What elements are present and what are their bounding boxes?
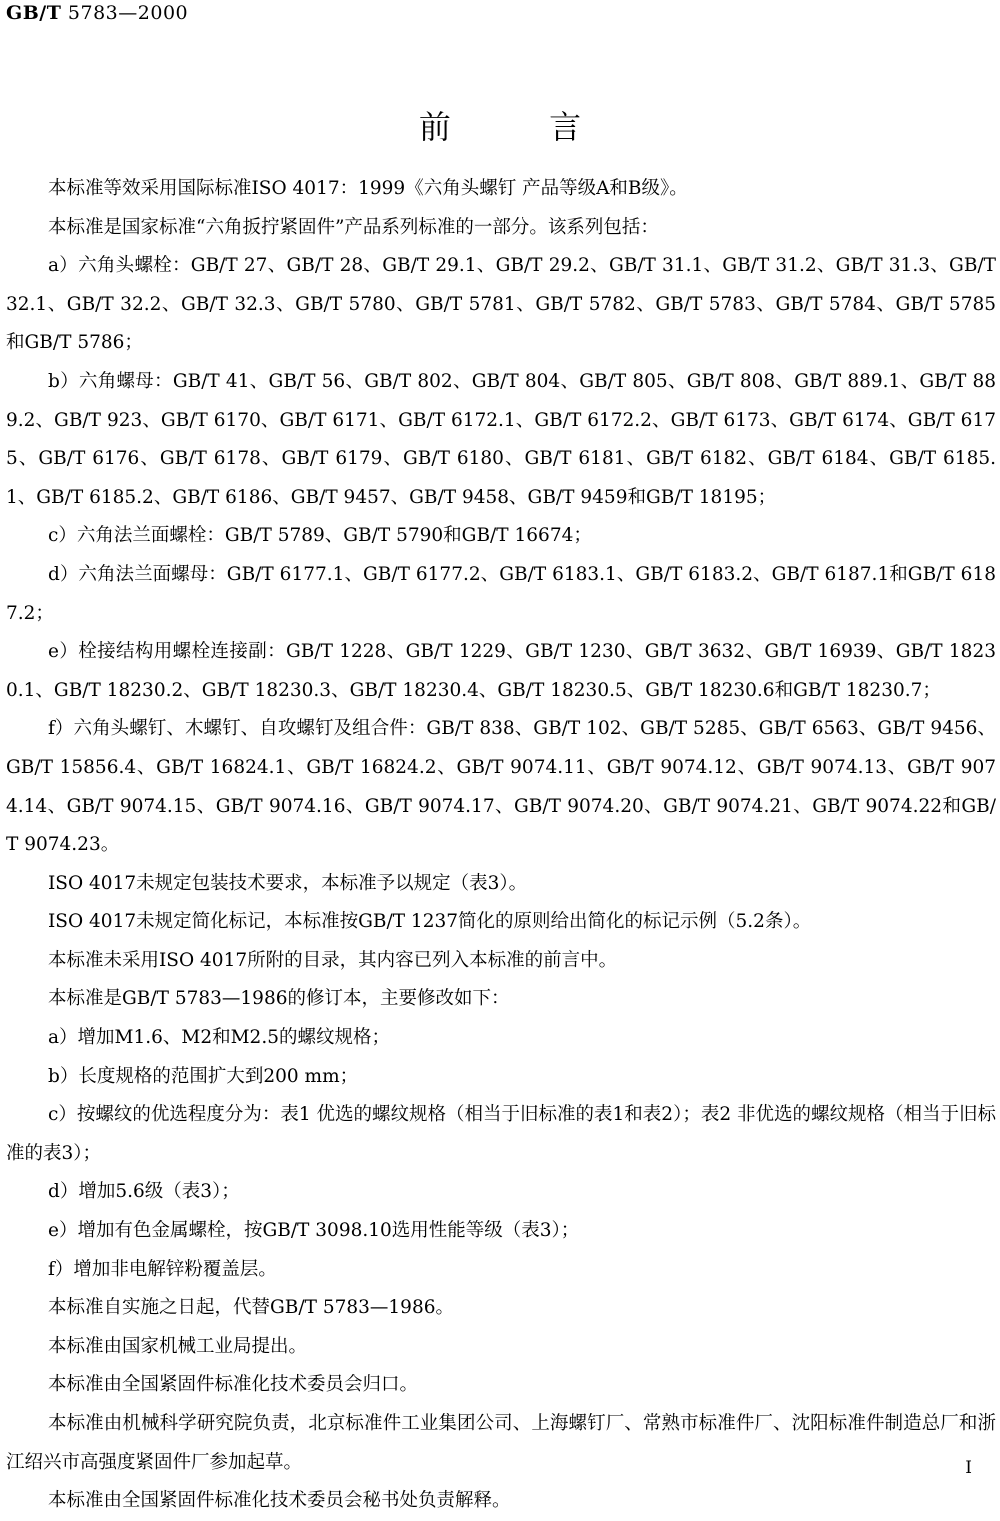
paragraph-packaging: ISO 4017未规定包装技术要求，本标准予以规定（表3）。	[48, 872, 528, 894]
list-item-revision-d: d）增加5.6级（表3）；	[48, 1181, 240, 1203]
list-item-revision-c: c）按螺纹的优选程度分为：表1 优选的螺纹规格（相当于旧标准的表1和表2）；表2 非优选的螺纹规格（相当于旧标准的表3）；	[6, 1104, 996, 1164]
list-item-hex-screws: f）六角头螺钉、木螺钉、自攻螺钉及组合件：GB/T 838、GB/T 102、GB/T 5285、GB/T 6563、GB/T 9456、GB/T 15856.4、GB/T 16824.1、GB/T 16824.2、GB/T 9074.11、GB/T 9074.12、GB/T 9074.13、GB/T 9074.14、GB/T 9074.15、GB/T 9074.16、GB/T 9074.17、GB/T 9074.20、GB/T 9074.21、GB/T 9074.22和GB/T 9074.23。	[6, 718, 996, 856]
paragraph-contents: 本标准未采用ISO 4017所附的目录，其内容已列入本标准的前言中。	[48, 949, 618, 971]
standard-code: GB/T	[6, 2, 62, 24]
standard-number: 5783—2000	[67, 2, 189, 24]
paragraph-revision: 本标准是GB/T 5783—1986的修订本，主要修改如下：	[48, 988, 510, 1010]
document-body	[6, 170, 996, 1521]
list-item-revision-e: e）增加有色金属螺栓，按GB/T 3098.10选用性能等级（表3）；	[48, 1220, 580, 1242]
list-item-revision-f: f）增加非电解锌粉覆盖层。	[48, 1258, 277, 1280]
list-item-hex-bolts: a）六角头螺栓：GB/T 27、GB/T 28、GB/T 29.1、GB/T 29.2、GB/T 31.1、GB/T 31.2、GB/T 31.3、GB/T 32.1、GB/T 32.2、GB/T 32.3、GB/T 5780、GB/T 5781、GB/T 5782、GB/T 5783、GB/T 5784、GB/T 5785和GB/T 5786；	[6, 255, 996, 354]
page-header	[6, 2, 188, 24]
paragraph-replaces: 本标准自实施之日起，代替GB/T 5783—1986。	[48, 1297, 454, 1319]
page-title: 前 言	[418, 108, 626, 146]
list-item-revision-a: a）增加M1.6、M2和M2.5的螺纹规格；	[48, 1027, 390, 1049]
page-number: I	[965, 1458, 972, 1478]
paragraph-interpreted-by: 本标准由全国紧固件标准化技术委员会秘书处负责解释。	[48, 1490, 511, 1512]
list-item-flange-nuts: d）六角法兰面螺母：GB/T 6177.1、GB/T 6177.2、GB/T 6183.1、GB/T 6183.2、GB/T 6187.1和GB/T 6187.2；	[6, 563, 996, 624]
paragraph-series-intro: 本标准是国家标准“六角扳拧紧固件”产品系列标准的一部分。该系列包括：	[48, 216, 659, 238]
list-item-flange-bolts: c）六角法兰面螺栓：GB/T 5789、GB/T 5790和GB/T 16674；	[48, 525, 592, 547]
paragraph-equivalence: 本标准等效采用国际标准ISO 4017：1999《六角头螺钉 产品等级A和B级》。	[48, 178, 688, 199]
list-item-revision-b: b）长度规格的范围扩大到200 mm；	[48, 1065, 359, 1087]
list-item-hex-nuts: b）六角螺母：GB/T 41、GB/T 56、GB/T 802、GB/T 804、GB/T 805、GB/T 808、GB/T 889.1、GB/T 889.2、GB/T 923、GB/T 6170、GB/T 6171、GB/T 6172.1、GB/T 6172.2、GB/T 6173、GB/T 6174、GB/T 6175、GB/T 6176、GB/T 6178、GB/T 6179、GB/T 6180、GB/T 6181、GB/T 6182、GB/T 6184、GB/T 6185.1、GB/T 6185.2、GB/T 6186、GB/T 9457、GB/T 9458、GB/T 9459和GB/T 18195；	[6, 370, 996, 508]
paragraph-drafted-by: 本标准由机械科学研究院负责，北京标准件工业集团公司、上海螺钉厂、常熟市标准件厂、沈阳标准件制造总厂和浙江绍兴市高强度紧固件厂参加起草。	[6, 1413, 996, 1473]
list-item-structural-bolting: e）栓接结构用螺栓连接副：GB/T 1228、GB/T 1229、GB/T 1230、GB/T 3632、GB/T 16939、GB/T 18230.1、GB/T 18230.2、GB/T 18230.3、GB/T 18230.4、GB/T 18230.5、GB/T 18230.6和GB/T 18230.7；	[6, 641, 996, 701]
paragraph-proposed-by: 本标准由国家机械工业局提出。	[48, 1335, 308, 1357]
paragraph-centralized-by: 本标准由全国紧固件标准化技术委员会归口。	[48, 1374, 419, 1396]
paragraph-marking: ISO 4017未规定简化标记，本标准按GB/T 1237简化的原则给出简化的标记示例（5.2条）。	[48, 911, 812, 933]
